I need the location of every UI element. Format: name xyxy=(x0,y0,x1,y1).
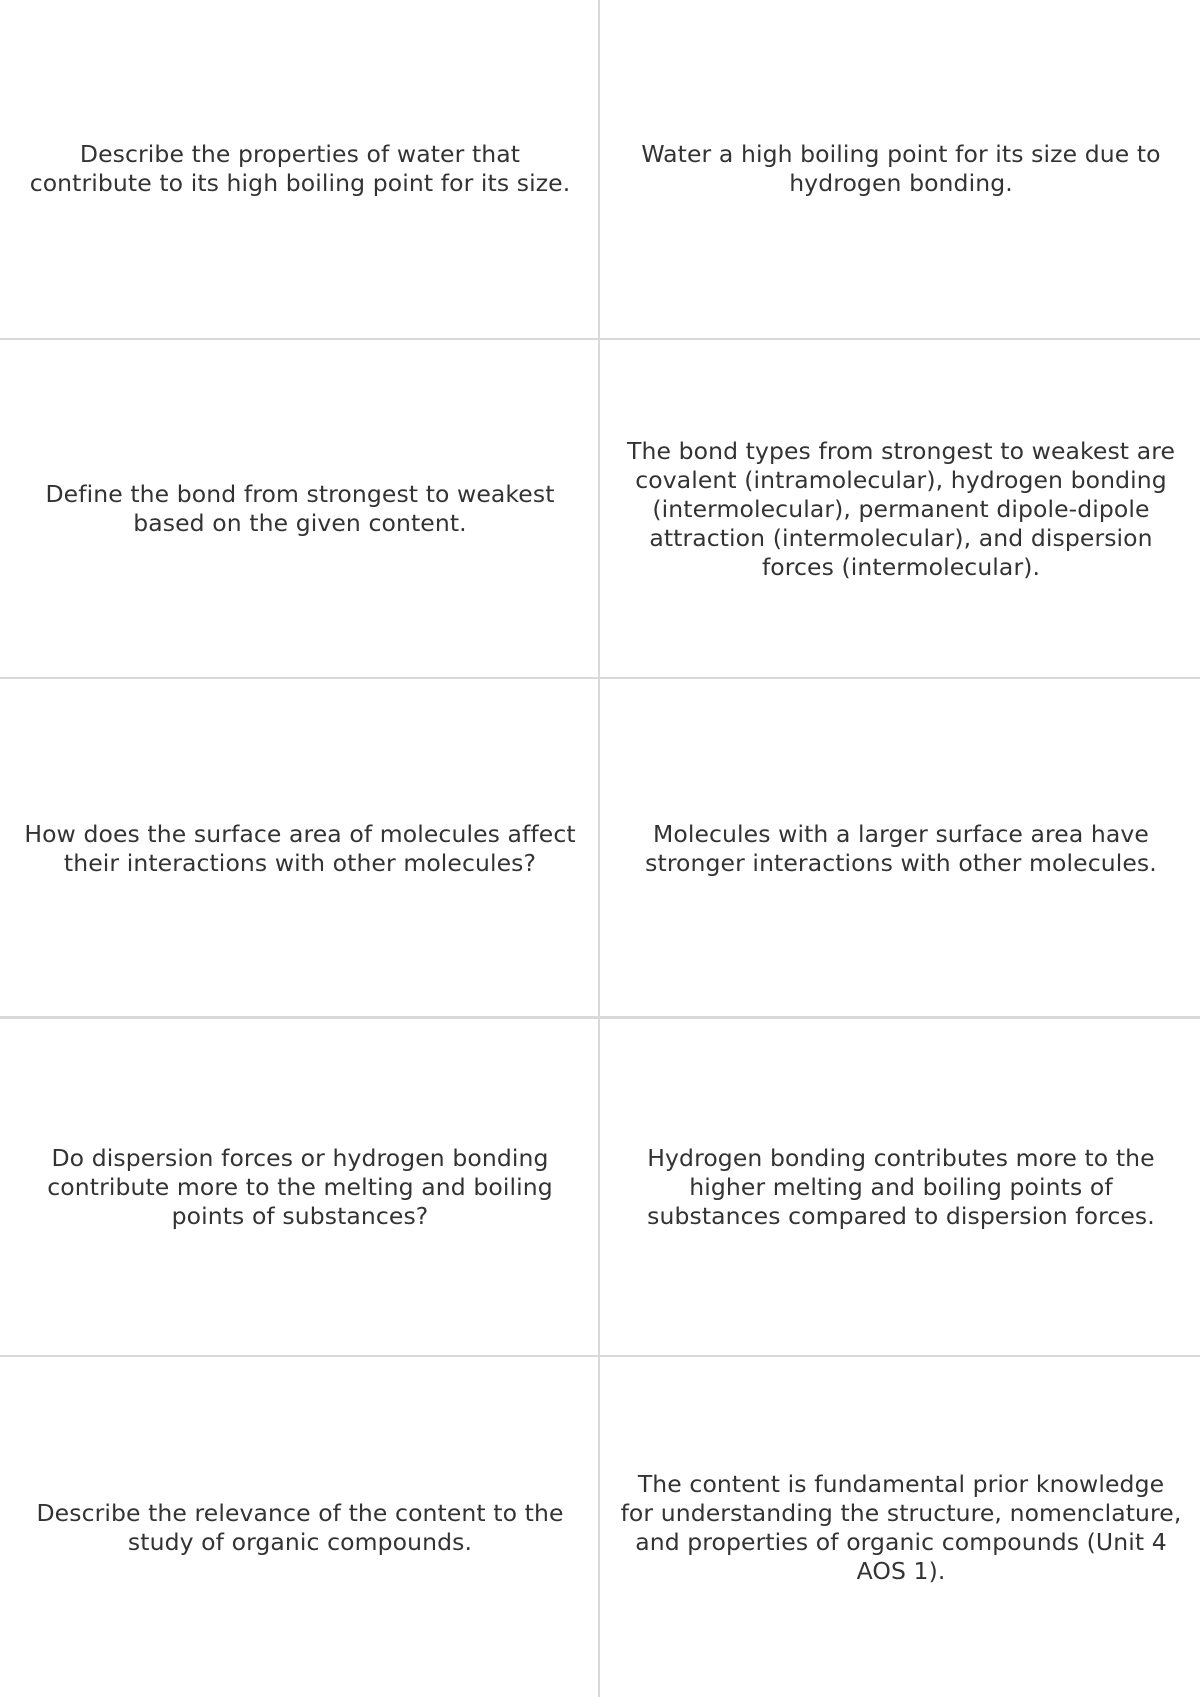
flashcard-question xyxy=(0,340,598,678)
answer-text: Water a high boiling point for its size due to hydrogen bonding. xyxy=(641,140,1161,197)
flashcard-question xyxy=(0,1018,598,1356)
flashcard-answer xyxy=(600,0,1200,338)
answer-text: Hydrogen bonding contributes more to the higher melting and boiling points of substances compared to dispersion forces. xyxy=(647,1143,1155,1230)
answer-text: The bond types from strongest to weakest are covalent (intramolecular), hydrogen bonding (intermolecular), permanent dipole-dipole attraction (intermolecular), and dispersion forces (intermolecular). xyxy=(627,436,1175,581)
question-text: Describe the relevance of the content to the study of organic compounds. xyxy=(36,1498,564,1556)
flashcard-answer xyxy=(600,680,1200,1018)
flashcard-answer xyxy=(600,1358,1200,1697)
flashcard-question xyxy=(0,680,598,1018)
flashcard-question xyxy=(0,0,598,338)
question-text: Describe the properties of water that contribute to its high boiling point for its size. xyxy=(29,140,571,197)
question-text: Do dispersion forces or hydrogen bonding contribute more to the melting and boiling points of substances? xyxy=(47,1143,553,1230)
flashcard-question xyxy=(0,1358,598,1697)
question-text: How does the surface area of molecules affect their interactions with other molecules? xyxy=(24,820,576,877)
answer-text: Molecules with a larger surface area have stronger interactions with other molecules. xyxy=(645,820,1157,877)
flashcard-answer xyxy=(600,1018,1200,1356)
flashcard-answer xyxy=(600,340,1200,678)
answer-text: The content is fundamental prior knowledge for understanding the structure, nomenclature, and properties of organic compounds (Unit 4 AOS 1). xyxy=(620,1469,1182,1585)
question-text: Define the bond from strongest to weakest based on the given content. xyxy=(45,480,555,537)
